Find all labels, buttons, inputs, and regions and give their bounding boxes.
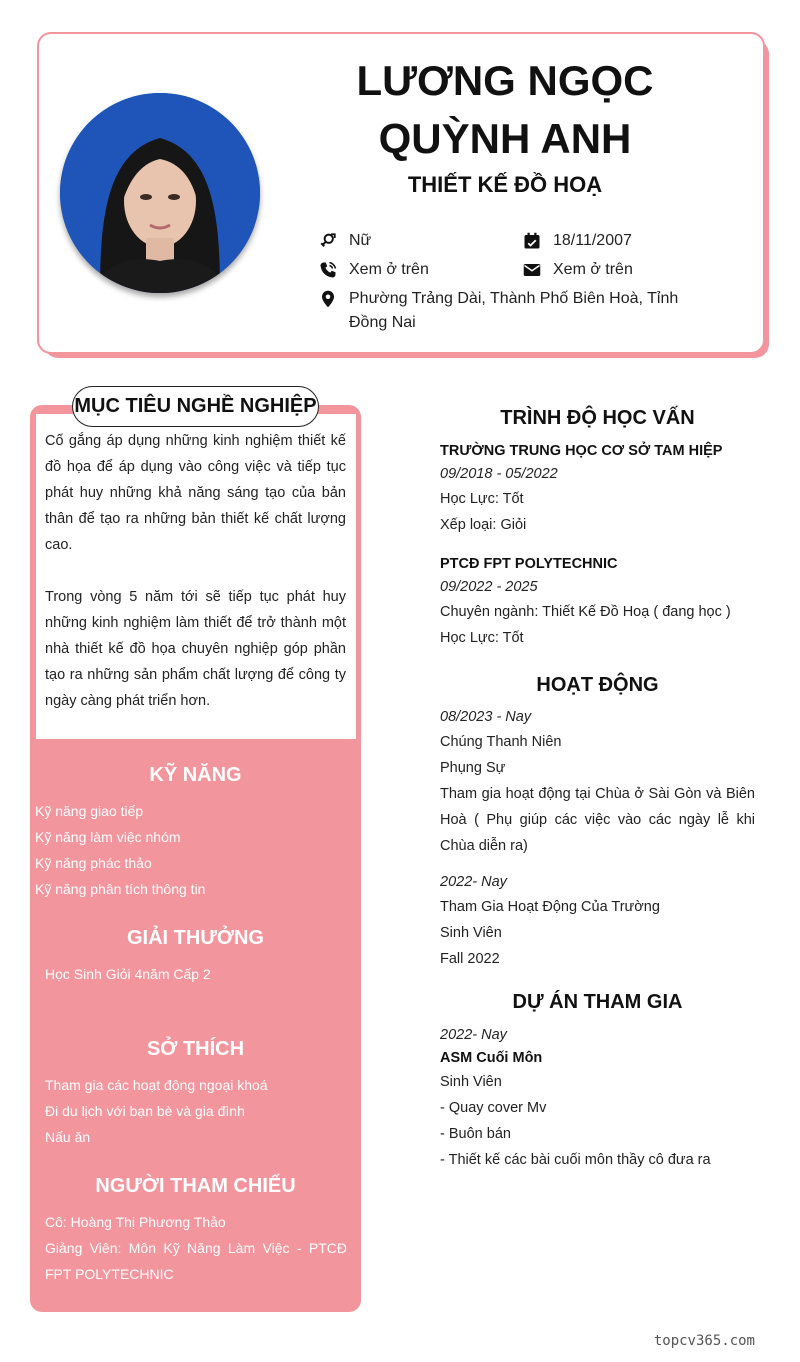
address-value: Phường Trảng Dài, Thành Phố Biên Hoà, Tỉnh Đồng Nai [349, 290, 679, 331]
awards-title: GIẢI THƯỞNG [127, 927, 264, 949]
hobbies-title: SỞ THÍCH [146, 1038, 245, 1060]
education-entry [440, 553, 755, 651]
birthday-value: 18/11/2007 [553, 232, 632, 249]
gender-value: Nữ [349, 232, 372, 249]
detail-line: Sinh Viên [440, 925, 502, 941]
list-item: Đi du lịch với bạn bè và gia đình [45, 1103, 245, 1119]
detail-line: - Quay cover Mv [440, 1100, 547, 1116]
phone-info [318, 258, 508, 282]
phone-value: Xem ở trên [349, 261, 429, 278]
detail-line: Chúng Thanh Niên [440, 734, 562, 750]
list-item: Giảng Viên: Môn Kỹ Năng Làm Việc - PTCĐ FPT POLYTECHNIC [45, 1240, 347, 1282]
activity-entry [440, 705, 755, 859]
detail-line: Tham Gia Hoạt Động Của Trường [440, 899, 660, 915]
avatar [60, 93, 260, 293]
period: 09/2022 - 2025 [440, 579, 538, 595]
address-info [318, 287, 718, 335]
detail-line: Phụng Sự [440, 760, 506, 776]
objective-title: MỤC TIÊU NGHỀ NGHIỆP [72, 386, 319, 427]
skills-list [35, 798, 345, 902]
list-item: Kỹ năng phác thảo [35, 855, 152, 871]
list-item: Cô: Hoàng Thị Phương Thảo [45, 1214, 226, 1230]
detail-line: Fall 2022 [440, 951, 500, 967]
list-item: Nấu ăn [45, 1129, 91, 1145]
email-info [522, 258, 722, 282]
detail-line: Tham gia hoạt động tại Chùa ở Sài Gòn và Biên Hoà ( Phụ giúp các việc vào các ngày lễ khi Chùa diễn ra) [440, 786, 755, 854]
name-line-1: LƯƠNG NGỌC [356, 57, 654, 104]
list-item: Tham gia các hoạt động ngoại khoá [45, 1077, 268, 1093]
objective-paragraph: Trong vòng 5 năm tới sẽ tiếp tục phát huy những kinh nghiệm làm thiết để trở thành một nhà thiết kế đồ họa chuyên nghiệp góp phần tạo ra những sản phẩm chất lượng để công ty ngày càng phát triển hơn. [45, 589, 346, 709]
detail-line: Sinh Viên [440, 1074, 502, 1090]
activity-entry [440, 870, 755, 972]
gender-info [318, 229, 508, 253]
list-item: Kỹ năng làm việc nhóm [35, 829, 181, 845]
detail-line: Xếp loại: Giỏi [440, 517, 527, 533]
job-title: THIẾT KẾ ĐỒ HOẠ [407, 172, 603, 197]
detail-line: Chuyên ngành: Thiết Kế Đồ Hoạ ( đang học ) [440, 604, 731, 620]
detail-line: Học Lực: Tốt [440, 491, 524, 507]
list-item: Kỹ năng giao tiếp [35, 803, 144, 819]
location-pin-icon [318, 287, 338, 311]
detail-line: - Buôn bán [440, 1126, 511, 1142]
gender-icon [318, 229, 338, 253]
phone-icon [318, 258, 338, 282]
calendar-icon [522, 229, 542, 253]
awards-list [45, 961, 355, 987]
watermark: topcv365.com [653, 1333, 755, 1349]
school-name: PTCĐ FPT POLYTECHNIC [440, 556, 618, 572]
list-item: Kỹ năng phân tích thông tin [35, 881, 206, 897]
candidate-name [320, 52, 690, 168]
project-name: ASM Cuối Môn [440, 1050, 543, 1066]
period: 2022- Nay [440, 874, 507, 890]
detail-line: - Thiết kế các bài cuối môn thầy cô đưa ra [440, 1152, 711, 1168]
period: 2022- Nay [440, 1027, 507, 1043]
references-list [45, 1209, 347, 1287]
objective-paragraph: Cố gắng áp dụng những kinh nghiệm thiết kế đồ họa để áp dụng vào công việc và tiếp tục phát huy những khả năng sáng tạo của bản thân để tạo ra những bản thiết kế chất lượng cao. [45, 433, 346, 553]
references-title: NGƯỜI THAM CHIẾU [95, 1175, 296, 1197]
period: 09/2018 - 05/2022 [440, 466, 558, 482]
email-value: Xem ở trên [553, 261, 633, 278]
detail-line: Học Lực: Tốt [440, 630, 524, 646]
period: 08/2023 - Nay [440, 709, 532, 725]
school-name: TRƯỜNG TRUNG HỌC CƠ SỞ TAM HIỆP [440, 443, 723, 459]
hobbies-list [45, 1072, 355, 1150]
name-line-2: QUỲNH ANH [378, 115, 632, 162]
activities-title: HOẠT ĐỘNG [536, 674, 659, 696]
birthday-info [522, 229, 722, 253]
list-item: Học Sinh Giỏi 4năm Cấp 2 [45, 966, 211, 982]
education-title: TRÌNH ĐỘ HỌC VẤN [500, 407, 695, 429]
portrait-photo [60, 93, 260, 293]
projects-title: DỰ ÁN THAM GIA [512, 991, 683, 1013]
email-icon [522, 258, 542, 282]
objective-text [45, 428, 346, 714]
project-entry [440, 1023, 755, 1173]
education-entry [440, 440, 755, 538]
skills-title: KỸ NĂNG [149, 764, 242, 786]
